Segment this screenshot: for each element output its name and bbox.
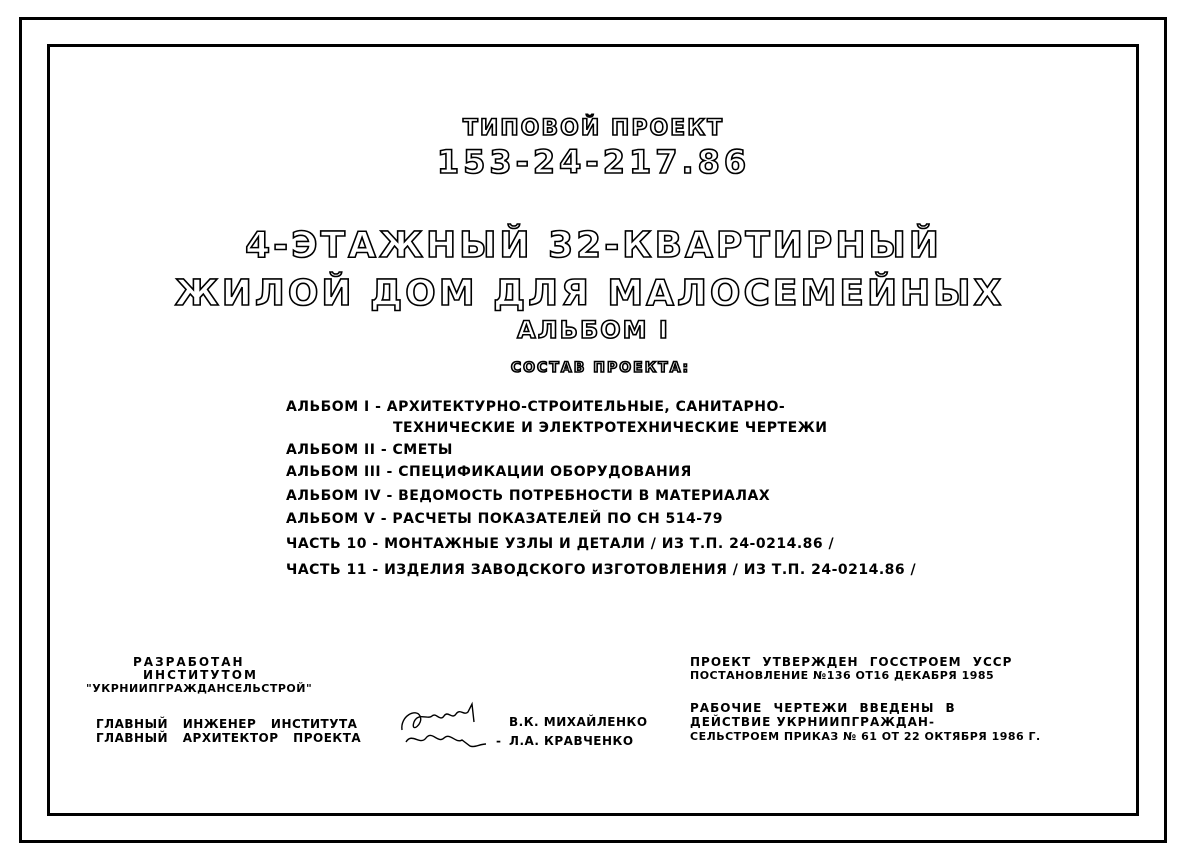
building-name-line1: 4-ЭТАЖНЫЙ 32-КВАРТИРНЫЙ	[245, 225, 942, 266]
item-sep: -	[372, 562, 379, 578]
approval-line5: СЕЛЬСТРОЕМ ПРИКАЗ № 61 ОТ 22 ОКТЯБРЯ 1986 Г.	[690, 730, 1041, 743]
item-sep: -	[386, 488, 393, 504]
role-chief-architect: ГЛАВНЫЙ АРХИТЕКТОР ПРОЕКТА	[96, 731, 362, 745]
list-item	[286, 512, 723, 526]
item-sep: -	[375, 399, 382, 415]
developer-line3: "УКРНИИПГРАЖДАНСЕЛЬСТРОЙ"	[86, 682, 313, 695]
item-text: СПЕЦИФИКАЦИИ ОБОРУДОВАНИЯ	[398, 464, 692, 480]
list-item	[286, 400, 785, 414]
approval-line1: ПРОЕКТ УТВЕРЖДЕН ГОССТРОЕМ УССР	[690, 655, 1013, 669]
list-item	[286, 563, 916, 577]
item-label: АЛЬБОМ V	[286, 511, 376, 527]
item-label: АЛЬБОМ IV	[286, 488, 382, 504]
item-text: ВЕДОМОСТЬ ПОТРЕБНОСТИ В МАТЕРИАЛАХ	[398, 488, 771, 504]
approval-line2: ПОСТАНОВЛЕНИЕ №136 ОТ16 ДЕКАБРЯ 1985	[690, 669, 995, 682]
item-sep: -	[372, 536, 379, 552]
list-item	[286, 537, 834, 551]
signatory-dash: -	[496, 734, 502, 748]
approval-line4: ДЕЙСТВИЕ УКРНИИПГРАЖДАН-	[690, 715, 935, 729]
project-code: 153-24-217.86	[436, 143, 751, 181]
chief-engineer-name: В.К. МИХАЙЛЕНКО	[509, 715, 648, 729]
building-name-line2: ЖИЛОЙ ДОМ ДЛЯ МАЛОСЕМЕЙНЫХ	[174, 273, 1005, 314]
list-item	[393, 421, 828, 435]
item-text: МОНТАЖНЫЕ УЗЛЫ И ДЕТАЛИ / ИЗ Т.П. 24-0214.86 /	[384, 536, 835, 552]
developer-line2: ИНСТИТУТОМ	[143, 668, 258, 682]
item-label: ЧАСТЬ 11	[286, 562, 367, 578]
item-text: СМЕТЫ	[392, 442, 453, 458]
album-label: АЛЬБОМ I	[517, 316, 670, 344]
item-label: АЛЬБОМ III	[286, 464, 382, 480]
item-sep: -	[386, 464, 393, 480]
chief-architect-name: Л.А. КРАВЧЕНКО	[509, 734, 634, 748]
item-text: ТЕХНИЧЕСКИЕ И ЭЛЕКТРОТЕХНИЧЕСКИЕ ЧЕРТЕЖИ	[393, 420, 828, 436]
composition-heading: СОСТАВ ПРОЕКТА:	[510, 360, 691, 376]
item-text: ИЗДЕЛИЯ ЗАВОДСКОГО ИЗГОТОВЛЕНИЯ / ИЗ Т.П. 24-0214.86 /	[384, 562, 917, 578]
list-item	[286, 443, 453, 457]
list-item	[286, 489, 770, 503]
item-sep: -	[380, 511, 388, 527]
item-text: РАСЧЕТЫ ПОКАЗАТЕЛЕЙ ПО СН 514-79	[392, 511, 724, 527]
item-label: АЛЬБОМ II	[286, 442, 376, 458]
role-chief-engineer: ГЛАВНЫЙ ИНЖЕНЕР ИНСТИТУТА	[96, 717, 358, 731]
developer-line1: РАЗРАБОТАН	[133, 655, 245, 669]
type-project-label: ТИПОВОЙ ПРОЕКТ	[462, 116, 725, 141]
approval-line3: РАБОЧИЕ ЧЕРТЕЖИ ВВЕДЕНЫ В	[690, 701, 956, 715]
item-label: АЛЬБОМ I	[286, 399, 370, 415]
item-sep: -	[380, 442, 388, 458]
list-item	[286, 465, 692, 479]
signature-image	[398, 700, 498, 752]
item-label: ЧАСТЬ 10	[286, 536, 367, 552]
item-text: АРХИТЕКТУРНО-СТРОИТЕЛЬНЫЕ, САНИТАРНО-	[386, 399, 786, 415]
